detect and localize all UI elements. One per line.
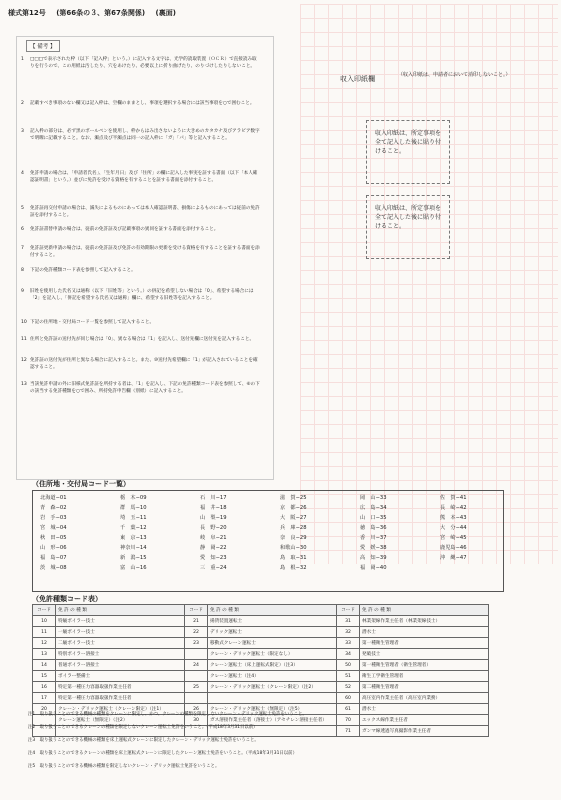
note-item [21, 226, 260, 233]
license-cell: 21 [185, 616, 208, 627]
note-item [21, 381, 260, 395]
footnote-item: 注3 取り扱うことのできる機械の種類を床上運転式クレーンに限定したクレーン・デリック運転士免許をいうこと。 [28, 738, 259, 743]
location-cell: 三 重−24 [200, 564, 227, 571]
license-cell: 17 [33, 693, 56, 704]
license-cell: 24 [185, 660, 208, 671]
location-cell: 香 川−37 [360, 534, 387, 541]
location-cell: 福 島−07 [40, 554, 67, 561]
note-item [21, 128, 260, 142]
license-cell: 23 [185, 638, 208, 649]
license-cell: 普通ボイラー溶接士 [56, 660, 185, 671]
note-number: 7 [21, 246, 24, 251]
location-cell: 岩 手−03 [40, 514, 67, 521]
location-row [36, 542, 516, 552]
license-cell: 71 [337, 726, 360, 737]
location-cell: 千 葉−12 [120, 524, 147, 531]
location-cell: 秋 田−05 [40, 534, 67, 541]
license-cell [208, 693, 337, 704]
location-cell: 宮 崎−45 [440, 534, 467, 541]
location-cell: 熊 本−43 [440, 514, 467, 521]
note-item [21, 245, 260, 259]
license-cell [185, 693, 208, 704]
location-cell: 沖 縄−47 [440, 554, 467, 561]
license-row [33, 682, 489, 693]
note-number: 9 [21, 289, 24, 294]
stamp-box-1[interactable] [366, 120, 450, 184]
license-cell [185, 649, 208, 660]
license-cell: 13 [33, 649, 56, 660]
license-cell: 15 [33, 671, 56, 682]
location-cell: 高 知−39 [360, 554, 387, 561]
license-cell: 衛生工学衛生管理者 [360, 671, 489, 682]
note-number: 3 [21, 129, 24, 134]
location-cell: 岐 阜−21 [200, 534, 227, 541]
footnote-item: 注1 取り扱うことのできる機械の種類をクレーンに限定し、かつ、クレーンの種類を限定しないクレーン・デリック運転士免許をいうこと。 [28, 712, 307, 717]
location-cell: 鳥 取−31 [280, 554, 307, 561]
note-text: □□□で表示された枠（以下「記入枠」という。）に記入する文字は、光学的読取装置（ＯＣＲ）で直接読み取りを行うので、この用紙は汚したり、穴をあけたり、必要以上に折り曲げたり、のりづけしたりしないこと。 [30, 57, 257, 69]
license-cell: 潜水士 [360, 627, 489, 638]
license-header-cell: コード [337, 605, 360, 616]
license-header-cell: コード [185, 605, 208, 616]
note-item [21, 267, 260, 274]
license-row [33, 627, 489, 638]
location-cell: 富 山−16 [120, 564, 147, 571]
license-cell: エックス線作業主任者 [360, 715, 489, 726]
license-cell: 第一種衛生管理者 [360, 638, 489, 649]
location-row [36, 512, 516, 522]
location-cell: 滋 賀−25 [280, 494, 307, 501]
location-cell: 北海道−01 [40, 494, 67, 501]
license-cell: クレーン・デリック運転士（クレーン限定）（注2） [208, 682, 337, 693]
license-cell: 61 [337, 704, 360, 715]
license-cell: 50 [337, 660, 360, 671]
license-header-row [33, 605, 489, 616]
form-reference: (第66条の３、第67条関係) [56, 9, 146, 17]
location-row [36, 522, 516, 532]
location-cell: 宮 城−04 [40, 524, 67, 531]
location-cell: 石 川−17 [200, 494, 227, 501]
location-cell: 徳 島−36 [360, 524, 387, 531]
note-item [21, 56, 260, 70]
license-cell: 51 [337, 671, 360, 682]
location-cell: 東 京−13 [120, 534, 147, 541]
note-text: 免許証の送付先が住所と異なる場合に記入すること。また、⑩送付先希望欄に「1」が記入されていることを確認すること。 [30, 358, 258, 370]
note-number: 4 [21, 171, 24, 176]
license-cell: 60 [337, 693, 360, 704]
location-cell: 愛 知−23 [200, 554, 227, 561]
license-cell: 揚貨装置運転士 [208, 616, 337, 627]
footnote-item: 注2 取り扱うことのできるクレーンの種類を限定しないクレーン運転士免許をいうこと。（平成18年3月31日以前） [28, 725, 258, 730]
note-text: 旧姓を使用した氏名又は通称（以下「旧姓等」という。）の併記を希望しない場合は「0」、希望する場合には「2」を記入し、「併記を希望する氏名又は通称」欄に、希望する旧姓等を記入すること。 [30, 289, 254, 301]
note-number: 6 [21, 227, 24, 232]
note-number: 5 [21, 206, 24, 211]
location-cell: 群 馬−10 [120, 504, 147, 511]
license-cell: 潜水士 [360, 704, 489, 715]
license-header-cell: 免 許 の 種 類 [56, 605, 185, 616]
license-cell: クレーン・デリック運転士（クレーン限定）（注1） [56, 704, 185, 715]
license-cell: 31 [337, 616, 360, 627]
location-cell: 大 阪−27 [280, 514, 307, 521]
license-row [33, 638, 489, 649]
location-cell: 埼 玉−11 [120, 514, 147, 521]
license-cell: 70 [337, 715, 360, 726]
license-cell: クレーン運転士（注4） [208, 671, 337, 682]
license-cell: 第二種衛生管理者 [360, 682, 489, 693]
license-cell: 14 [33, 660, 56, 671]
license-row [33, 693, 489, 704]
note-number: 10 [21, 320, 27, 325]
license-cell: 20 [33, 704, 56, 715]
note-item [21, 205, 260, 219]
note-item [21, 170, 260, 184]
license-cell: 25 [185, 682, 208, 693]
stamp-box-2-text: 収入印紙は、所定事項を全て記入した後に貼り付けること。 [375, 205, 442, 230]
license-cell: ボイラー整備士 [56, 671, 185, 682]
location-cell: 兵 庫−28 [280, 524, 307, 531]
location-cell: 長 野−20 [200, 524, 227, 531]
location-row [36, 492, 516, 502]
note-text: 下記の住所地・交付局コード一覧を参照して記入すること。 [30, 320, 155, 325]
license-cell: 特定第一種圧力容器取扱作業主任者 [56, 682, 185, 693]
license-cell: 第一種衛生管理者（衛生管理者） [360, 660, 489, 671]
license-cell: 一級ボイラー技士 [56, 627, 185, 638]
license-cell: 特級ボイラー技士 [56, 616, 185, 627]
license-cell: 11 [33, 627, 56, 638]
note-text: 当該免許申請の外に旧様式免許証を所持する者は、「1」を記入し、下記の免許種類コード表を参照して、⑥の下の該当する免許種類を○で囲み、所持免許申告欄（別紙）に記入すること。 [30, 382, 260, 394]
license-table-title: （免許種類コード表） [32, 595, 102, 603]
license-cell: 33 [337, 638, 360, 649]
note-item [21, 357, 260, 371]
license-cell: クレーン・デリック運転士（限定なし） [208, 649, 337, 660]
note-item [21, 319, 260, 326]
license-cell: クレーン運転士（床上運転式限定）（注3） [208, 660, 337, 671]
license-header-cell: コード [33, 605, 56, 616]
note-number: 12 [21, 358, 27, 363]
note-text: 記載すべき事項のない欄又は記入枠は、空欄のままとし、事項を選択する場合には該当事項を○で囲むこと。 [30, 101, 255, 106]
form-side: (裏面) [155, 9, 176, 17]
footnote-item: 注5 取り扱うことのできる機械の種類を限定しないクレーン・デリック運転士免許をいうこと。 [28, 764, 220, 769]
license-cell: クレーン・デリック運転士（無限定）（注5） [208, 704, 337, 715]
license-cell: 52 [337, 682, 360, 693]
notes-title: 【 備考 】 [26, 40, 60, 52]
license-row [33, 660, 489, 671]
note-item [21, 100, 260, 107]
license-cell: 特定第一種圧力容器取扱作業主任者 [56, 693, 185, 704]
stamp-box-1-text: 収入印紙は、所定事項を全て記入した後に貼り付けること。 [375, 130, 442, 155]
stamp-section-subtitle: （収入印紙は、申請者において消印しないこと。） [398, 72, 511, 78]
location-cell: 茨 城−08 [40, 564, 67, 571]
note-text: 免許証更新申請の場合は、従前の免許証及び免許の有効期限の更新を受ける資格を有することを証する書面を添付すること。 [30, 246, 260, 258]
location-cell: 岡 山−33 [360, 494, 387, 501]
license-cell: 発破技士 [360, 649, 489, 660]
location-row [36, 562, 516, 572]
license-cell: 30 [185, 715, 208, 726]
license-cell: 10 [33, 616, 56, 627]
location-cell: 奈 良−29 [280, 534, 307, 541]
location-cell: 広 島−34 [360, 504, 387, 511]
note-number: 11 [21, 337, 27, 342]
license-cell: 22 [185, 627, 208, 638]
license-cell: クレーン運転士（無限定）（注2） [56, 715, 185, 726]
footnote-item: 注4 取り扱うことのできるクレーンの種類を床上運転式クレーンに限定したクレーン運転士免許をいうこと。（平成18年3月31日以前） [28, 751, 297, 756]
location-row [36, 532, 516, 542]
location-cell: 青 森−02 [40, 504, 67, 511]
license-header-cell: 免 許 の 種 類 [360, 605, 489, 616]
license-cell: 26 [185, 704, 208, 715]
license-row [33, 671, 489, 682]
license-row [33, 649, 489, 660]
location-cell [436, 562, 516, 572]
form-header [8, 8, 184, 18]
license-cell: 二級ボイラー技士 [56, 638, 185, 649]
license-cell [185, 671, 208, 682]
location-cell: 新 潟−15 [120, 554, 147, 561]
license-cell: 特別ボイラー溶接士 [56, 649, 185, 660]
note-number: 13 [21, 382, 27, 387]
location-cell: 大 分−44 [440, 524, 467, 531]
license-cell: 12 [33, 638, 56, 649]
location-cell: 島 根−32 [280, 564, 307, 571]
note-text: 下記の免許種類コード表を参照して記入すること。 [30, 268, 136, 273]
location-cell: 佐 賀−41 [440, 494, 467, 501]
location-cell: 鹿児島−46 [440, 544, 467, 551]
license-cell: デリック運転士 [208, 627, 337, 638]
location-code-table [36, 492, 516, 572]
location-row [36, 552, 516, 562]
license-cell: ガンマ線透過写真撮影作業主任者 [360, 726, 489, 737]
form-number: 様式第12号 [8, 9, 46, 17]
location-cell: 福 岡−40 [360, 564, 387, 571]
note-text: 住所と免許証の送付先が同じ場合は「0」、異なる場合は「1」を記入し、送付先欄に送付先を記入すること。 [30, 337, 255, 342]
location-cell: 山 梨−19 [200, 514, 227, 521]
location-cell: 山 形−06 [40, 544, 67, 551]
location-cell: 京 都−26 [280, 504, 307, 511]
note-item [21, 336, 260, 343]
license-cell: 32 [337, 627, 360, 638]
license-cell: 林業架線作業主任者（林業架線技士） [360, 616, 489, 627]
stamp-box-2[interactable] [366, 195, 450, 259]
location-cell: 山 口−35 [360, 514, 387, 521]
location-cell: 福 井−18 [200, 504, 227, 511]
location-cell: 愛 媛−38 [360, 544, 387, 551]
note-number: 2 [21, 101, 24, 106]
note-text: 免許申請の場合は、「申請者氏名」、「生年月日」及び「住所」の欄に記入した事実を証する書面（以下「本人確認証明書」という。）並びに免許を受ける資格を有することを証する書面を添付すること。 [30, 171, 258, 183]
note-item [21, 288, 260, 302]
note-text: 免許証再交付申請の場合は、滅失によるものにあっては本人確認証明書、損傷によるものにあっては従前の免許証を添付すること。 [30, 206, 260, 218]
license-cell: 34 [337, 649, 360, 660]
background-form-grid [300, 4, 558, 564]
location-cell: 長 崎−42 [440, 504, 467, 511]
note-number: 1 [21, 57, 24, 62]
location-cell: 静 岡−22 [200, 544, 227, 551]
license-row [33, 616, 489, 627]
license-cell: 16 [33, 682, 56, 693]
license-header-cell: 免 許 の 種 類 [208, 605, 337, 616]
license-cell: ガス溶接作業主任者（溶接士）（アセチレン溶接主任者） [208, 715, 337, 726]
note-text: 記入枠の部分は、必ず黒のボールペンを使用し、枠からはみ出さないように大きめのカタカナ及びアラビア数字で明瞭に記載すること。なお、濁点及び半濁点は同一の記入枠に「ガ」「パ」等と記入すること。 [30, 129, 260, 141]
location-row [36, 502, 516, 512]
license-cell: 高圧室内作業主任者（高圧室内業務） [360, 693, 489, 704]
location-table-title: （住所地・交付局コード一覧） [32, 480, 130, 488]
license-cell: 移動式クレーン運転士 [208, 638, 337, 649]
location-cell: 神奈川−14 [120, 544, 147, 551]
note-number: 8 [21, 268, 24, 273]
stamp-section-title: 収入印紙欄 [340, 75, 375, 83]
location-cell: 和歌山−30 [280, 544, 307, 551]
note-text: 免許証書替申請の場合は、従前の免許証及び記載事項の異同を証する書面を添付すること。 [30, 227, 219, 232]
location-cell: 栃 木−09 [120, 494, 147, 501]
